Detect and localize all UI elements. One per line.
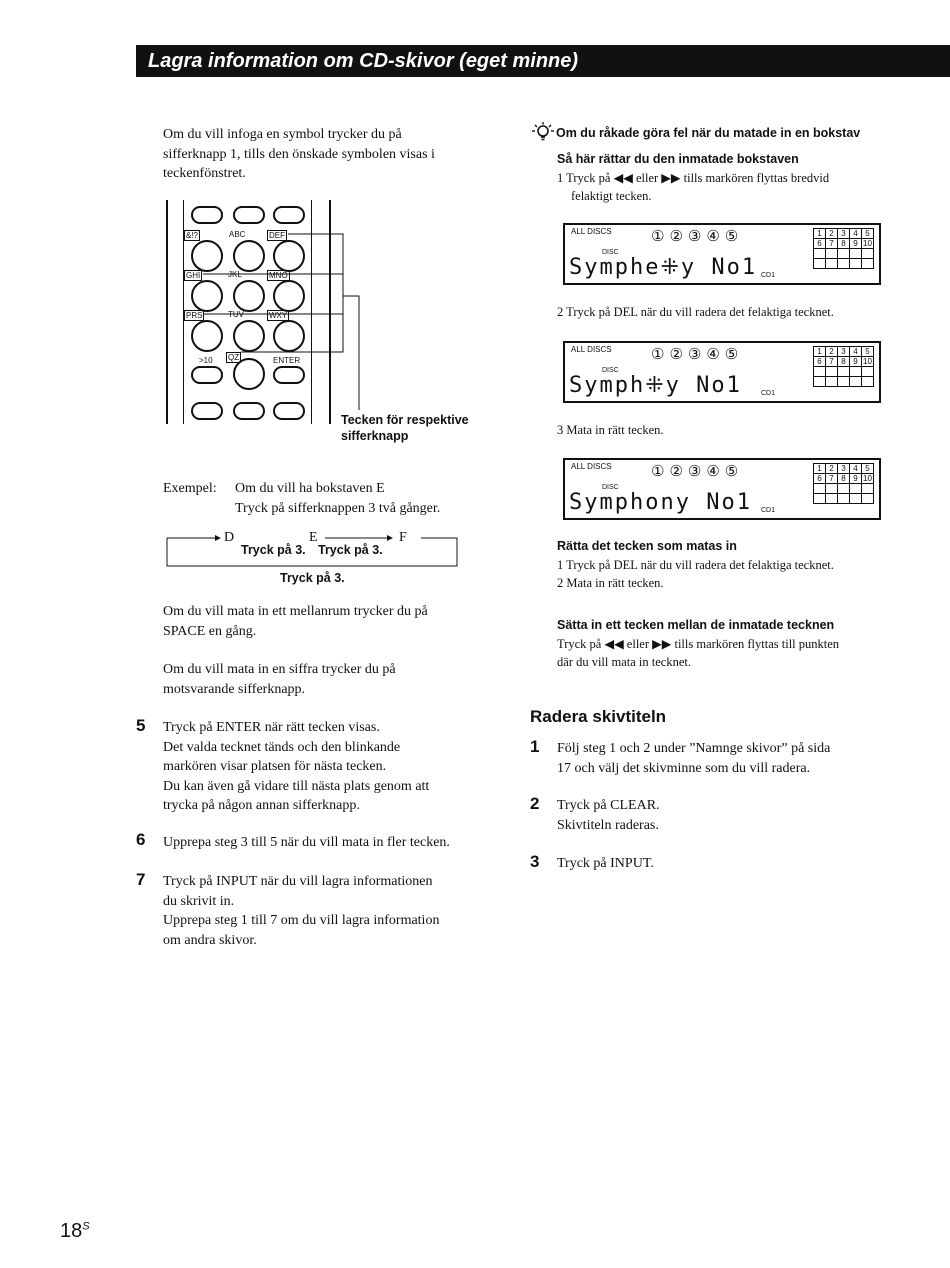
lcd-grid-cell: 10 bbox=[863, 474, 872, 483]
keypad-caption-line: sifferknapp bbox=[341, 429, 409, 443]
lcd-disc-label: DISC bbox=[602, 249, 619, 256]
step-line: Följ steg 1 och 2 under ”Namnge skivor” på sida bbox=[557, 741, 831, 756]
lcd-disc-numbers: ①②③④⑤ bbox=[651, 462, 744, 480]
flow-press-label: Tryck på 3. bbox=[241, 543, 306, 557]
step-line: Tryck på INPUT när du vill lagra informationen bbox=[163, 874, 433, 889]
lcd-grid-cell: 4 bbox=[850, 229, 862, 239]
step-line: 17 och välj det skivminne som du vill radera. bbox=[557, 760, 811, 776]
step-number: 6 bbox=[136, 830, 146, 849]
lcd-cd-label: CD1 bbox=[761, 507, 776, 514]
lcd-grid-cell: 10 bbox=[863, 357, 872, 366]
step-line: Skivtiteln raderas. bbox=[557, 817, 659, 833]
fix-step-line: 1 Tryck på ◀◀ eller ▶▶ tills markören flyttas bredvid bbox=[557, 171, 830, 185]
lcd-cd-label: CD1 bbox=[761, 272, 776, 279]
keypad-label: TUV bbox=[228, 310, 244, 319]
lcd-disc-grid bbox=[813, 463, 874, 504]
insert-heading: Sätta in ett tecken mellan de inmatade tecknen bbox=[557, 618, 835, 632]
fix-step-line: felaktigt tecken. bbox=[571, 189, 652, 203]
step-line: du skrivit in. bbox=[163, 893, 235, 909]
page-number-suffix: S bbox=[82, 1220, 90, 1233]
flow-diagram bbox=[165, 528, 460, 592]
flow-letter-f: F bbox=[399, 530, 407, 545]
space-line: SPACE en gång. bbox=[163, 623, 257, 639]
tip-lightbulb-icon bbox=[532, 122, 554, 144]
lcd-disc-grid bbox=[813, 228, 874, 269]
space-text bbox=[163, 602, 428, 641]
step-line: Tryck på ENTER när rätt tecken visas. bbox=[163, 720, 380, 735]
lcd-grid-cell: 5 bbox=[862, 464, 874, 474]
insert-text bbox=[557, 635, 839, 671]
keypad-label: &!? bbox=[186, 231, 199, 240]
example-line: Tryck på sifferknappen 3 två gånger. bbox=[235, 500, 441, 516]
fix-step-2: 2 Tryck på DEL när du vill radera det felaktiga tecknet. bbox=[557, 305, 834, 319]
step-line: Du kan även gå vidare till nästa plats genom att bbox=[163, 778, 430, 794]
lcd-grid-cell: 1 bbox=[814, 464, 826, 474]
lcd-grid-cell: 7 bbox=[826, 357, 838, 367]
step-line: Tryck på INPUT. bbox=[557, 856, 654, 871]
flow-press-label: Tryck på 3. bbox=[318, 543, 383, 557]
insert-line: Tryck på ◀◀ eller ▶▶ tills markören flyttas till punkten bbox=[557, 637, 840, 651]
lcd-grid-cell: 2 bbox=[826, 229, 838, 239]
flow-letter-e: E bbox=[309, 530, 318, 545]
lcd-grid-cell: 9 bbox=[850, 239, 862, 249]
keypad-label: ENTER bbox=[273, 356, 301, 365]
example-label: Exempel: bbox=[163, 481, 217, 496]
keypad-caption bbox=[341, 412, 469, 444]
keypad-label: MNO bbox=[269, 271, 288, 280]
correct-steps bbox=[557, 556, 834, 592]
lcd-display-3 bbox=[563, 458, 881, 520]
keypad-label: PRS bbox=[186, 311, 203, 320]
lcd-grid-cell: 3 bbox=[838, 229, 850, 239]
lcd-title-text: Symphe⁜y No1 bbox=[569, 255, 758, 280]
lcd-grid-cell: 8 bbox=[838, 357, 850, 367]
step-number: 1 bbox=[530, 737, 540, 756]
erase-step-1 bbox=[557, 739, 830, 778]
step-number: 3 bbox=[530, 852, 540, 871]
page-number-value: 18 bbox=[60, 1220, 83, 1242]
intro-line: teckenfönstret. bbox=[163, 166, 246, 181]
keypad-label: WXY bbox=[269, 311, 288, 320]
space-line: Om du vill mata in ett mellanrum trycker du på bbox=[163, 604, 428, 619]
lcd-grid-cell: 3 bbox=[838, 347, 850, 357]
lcd-grid-cell: 7 bbox=[826, 239, 838, 249]
lcd-grid-cell: 6 bbox=[814, 474, 826, 484]
intro-line: sifferknapp 1, tills den önskade symbolen visas i bbox=[163, 146, 435, 162]
lcd-all-discs: ALL DISCS bbox=[571, 345, 612, 354]
lcd-disc-label: DISC bbox=[602, 484, 619, 491]
step-7-text bbox=[163, 872, 439, 950]
keypad-label: ABC bbox=[229, 230, 246, 239]
example-text bbox=[235, 479, 440, 518]
erase-step-2 bbox=[557, 796, 660, 835]
fix-heading: Så här rättar du den inmatade bokstaven bbox=[557, 152, 799, 166]
lcd-disc-grid bbox=[813, 346, 874, 387]
lcd-title-text: Symph⁜y No1 bbox=[569, 373, 742, 398]
lcd-title-text: Symphony No1 bbox=[569, 490, 752, 515]
lcd-grid-cell: 8 bbox=[838, 239, 850, 249]
step-line: Det valda tecknet tänds och den blinkande bbox=[163, 739, 401, 755]
lcd-grid-cell: 2 bbox=[826, 347, 838, 357]
lcd-grid-cell: 6 bbox=[814, 239, 826, 249]
lcd-grid-cell: 8 bbox=[838, 474, 850, 484]
flow-press-label: Tryck på 3. bbox=[280, 571, 345, 585]
keypad-label: QZ bbox=[228, 353, 240, 362]
flow-letter-d: D bbox=[224, 530, 235, 545]
step-line: Upprepa steg 3 till 5 när du vill mata in fler tecken. bbox=[163, 835, 450, 850]
digit-text bbox=[163, 660, 396, 699]
lcd-disc-numbers: ①②③④⑤ bbox=[651, 227, 744, 245]
fix-step-3: 3 Mata in rätt tecken. bbox=[557, 423, 664, 437]
tip-title: Om du råkade göra fel när du matade in en bokstav bbox=[556, 126, 861, 140]
step-number: 5 bbox=[136, 716, 146, 735]
lcd-grid-cell: 1 bbox=[814, 229, 826, 239]
step-line: trycka på någon annan sifferknapp. bbox=[163, 798, 360, 813]
lcd-grid-cell: 6 bbox=[814, 357, 826, 367]
correct-line: 2 Mata in rätt tecken. bbox=[557, 576, 664, 590]
fix-step-1 bbox=[557, 169, 829, 205]
keypad-label: JKL bbox=[228, 270, 242, 279]
correct-line: 1 Tryck på DEL när du vill radera det felaktiga tecknet. bbox=[557, 558, 834, 572]
lcd-grid-cell: 9 bbox=[850, 357, 862, 367]
step-5-text bbox=[163, 718, 429, 816]
lcd-grid-cell: 1 bbox=[814, 347, 826, 357]
correct-heading: Rätta det tecken som matas in bbox=[557, 539, 737, 553]
lcd-grid-cell: 7 bbox=[826, 474, 838, 484]
step-6-text bbox=[163, 833, 450, 853]
lcd-grid-cell: 4 bbox=[850, 347, 862, 357]
lcd-grid-cell: 10 bbox=[863, 239, 872, 248]
step-line: markören visar platsen för nästa tecken. bbox=[163, 759, 387, 774]
step-line: om andra skivor. bbox=[163, 932, 257, 948]
step-number: 7 bbox=[136, 870, 146, 889]
lcd-grid-cell: 3 bbox=[838, 464, 850, 474]
section-title: Radera skivtiteln bbox=[530, 707, 667, 726]
insert-line: där du vill mata in tecknet. bbox=[557, 655, 691, 669]
digit-line: motsvarande sifferknapp. bbox=[163, 681, 306, 697]
keypad-label: >10 bbox=[199, 356, 213, 365]
intro-line: Om du vill infoga en symbol trycker du på bbox=[163, 127, 402, 142]
step-line: Upprepa steg 1 till 7 om du vill lagra information bbox=[163, 913, 440, 928]
lcd-grid-cell: 4 bbox=[850, 464, 862, 474]
keypad-label: GHI bbox=[186, 271, 201, 280]
lcd-grid-cell: 2 bbox=[826, 464, 838, 474]
keypad-caption-line: Tecken för respektive bbox=[341, 413, 469, 427]
lcd-grid-cell: 5 bbox=[862, 347, 874, 357]
example-line: Om du vill ha bokstaven E bbox=[235, 481, 385, 496]
lcd-all-discs: ALL DISCS bbox=[571, 227, 612, 236]
intro-text bbox=[163, 125, 435, 184]
step-number: 2 bbox=[530, 794, 540, 813]
lcd-disc-label: DISC bbox=[602, 367, 619, 374]
keypad-label: DEF bbox=[269, 231, 285, 240]
page-number bbox=[60, 1220, 90, 1243]
digit-line: Om du vill mata in en siffra trycker du på bbox=[163, 662, 396, 677]
lcd-disc-numbers: ①②③④⑤ bbox=[651, 345, 744, 363]
lcd-grid-cell: 5 bbox=[862, 229, 874, 239]
lcd-all-discs: ALL DISCS bbox=[571, 462, 612, 471]
lcd-display-1 bbox=[563, 223, 881, 285]
erase-step-3 bbox=[557, 854, 654, 874]
lcd-display-2 bbox=[563, 341, 881, 403]
page-title: Lagra information om CD-skivor (eget minne) bbox=[148, 50, 579, 72]
lcd-grid-cell: 9 bbox=[850, 474, 862, 484]
step-line: Tryck på CLEAR. bbox=[557, 798, 660, 813]
lcd-cd-label: CD1 bbox=[761, 390, 776, 397]
